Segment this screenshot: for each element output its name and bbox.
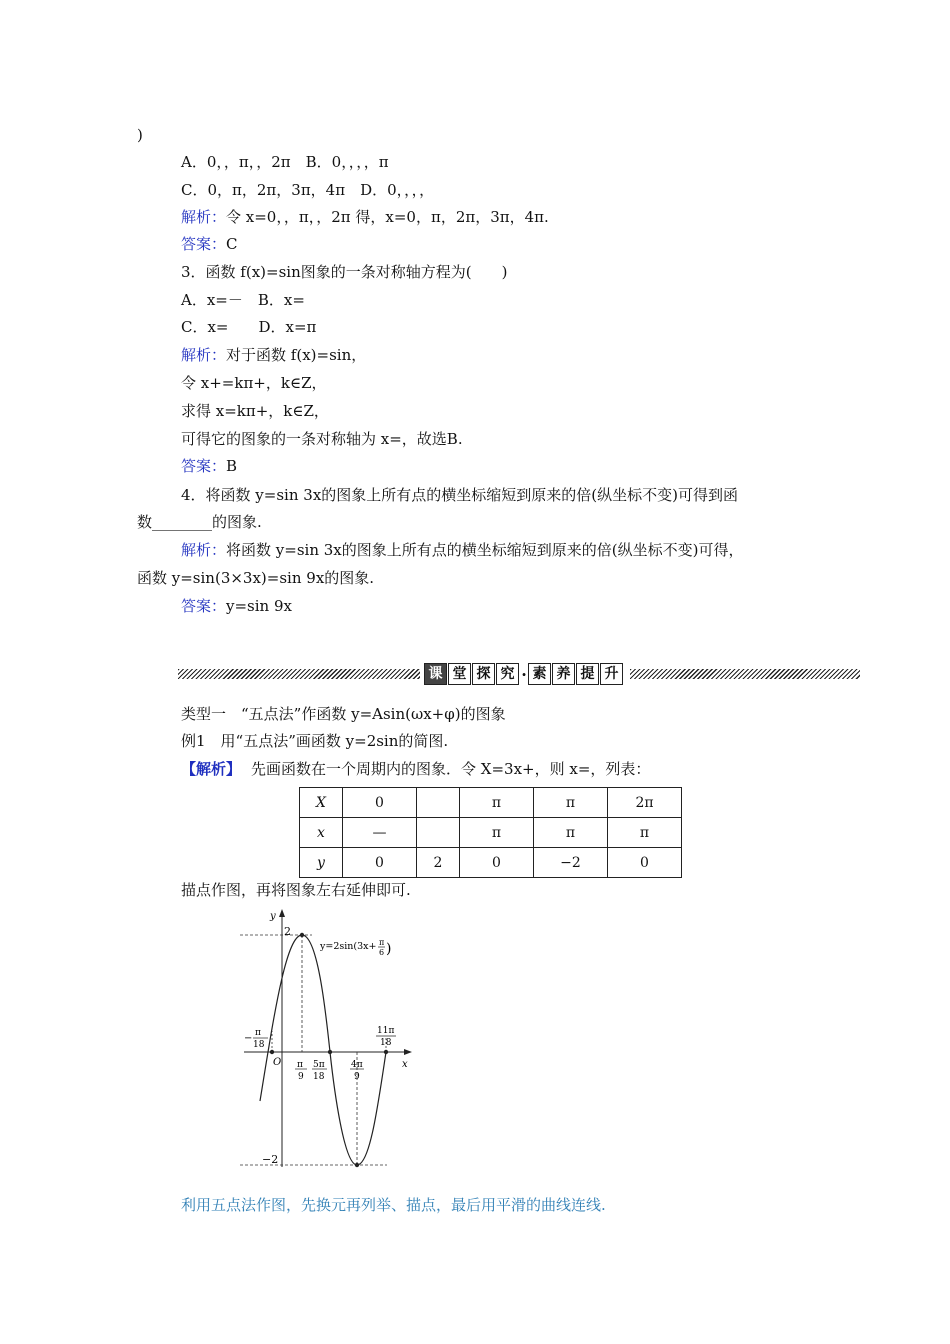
table-cell: π	[460, 818, 534, 848]
banner-char: 提	[576, 663, 599, 685]
max-label: 2	[284, 925, 291, 938]
table-cell: π	[460, 788, 534, 818]
tick-denominator: 9	[354, 1072, 360, 1082]
key-point	[355, 1163, 359, 1167]
q2-solution-label: 解析：	[181, 208, 227, 226]
table-cell: 0	[608, 848, 682, 878]
q2-answer-label: 答案：	[181, 235, 227, 253]
tick-numerator: 11π	[377, 1026, 395, 1036]
q3-solution	[181, 345, 366, 365]
table-cell: π	[534, 818, 608, 848]
after-table-note: 描点作图，再将图象左右延伸即可.	[181, 881, 411, 899]
curve-formula-six: 6	[379, 948, 385, 957]
table-cell: 0	[343, 788, 417, 818]
q3-solution-label: 解析：	[181, 346, 227, 364]
banner-char: 堂	[448, 663, 471, 685]
table-cell: π	[534, 788, 608, 818]
q4-solution-line1: 将函数 y=sin 3x的图象上所有点的横坐标缩短到原来的倍(纵坐标不变)可得，	[226, 541, 744, 559]
tick-denominator: 18	[313, 1072, 325, 1082]
table-row	[300, 848, 682, 878]
x-axis-label: x	[402, 1059, 408, 1070]
table-cell: 2	[417, 848, 460, 878]
tick-numerator: π	[255, 1028, 261, 1038]
table-cell: X	[300, 788, 343, 818]
q4-solution-line2: 函数 y=sin(3×3x)=sin 9x的图象.	[137, 569, 375, 587]
banner-separator: ·	[521, 664, 527, 684]
banner-char: 养	[552, 663, 575, 685]
banner-char: 课	[424, 663, 447, 685]
q4-solution-label: 解析：	[181, 541, 227, 559]
q3-answer-label: 答案：	[181, 457, 227, 475]
key-point	[300, 933, 304, 937]
tick-neg-sign: −	[244, 1033, 253, 1044]
q2-solution-text: 令 x=0，，π，，2π 得，x=0，π，2π，3π，4π.	[226, 208, 549, 226]
table-cell: π	[608, 818, 682, 848]
min-label: −2	[262, 1153, 279, 1166]
q3-solution-line4: 可得它的图象的一条对称轴为 x=，故选B.	[181, 430, 463, 448]
example-1-solution-label: 【解析】	[181, 760, 242, 778]
banner-hatch-right	[630, 669, 860, 679]
y-axis-arrow	[279, 909, 285, 917]
banner-hatch-left	[178, 669, 420, 679]
origin-label: O	[273, 1057, 282, 1068]
summary-note: 利用五点法作图，先换元再列举、描点，最后用平滑的曲线连线.	[181, 1196, 606, 1214]
q4-answer-label: 答案：	[181, 597, 227, 615]
q4-solution	[181, 540, 743, 560]
tick-numerator: 5π	[313, 1060, 325, 1070]
q3-answer	[181, 456, 237, 476]
table-cell: —	[343, 818, 417, 848]
table-cell: −2	[534, 848, 608, 878]
example-1-solution-text: 先画函数在一个周期内的图象．令 X=3x+，则 x=，列表：	[251, 760, 651, 778]
q4-stem-line2: 数________的图象.	[137, 513, 262, 531]
example-1: 例1 用“五点法”画函数 y=2sin的简图.	[181, 732, 449, 750]
example-1-solution	[181, 759, 650, 779]
banner-title	[424, 662, 624, 686]
q3-options-ab: A．x=－ B．x=	[181, 291, 305, 309]
table-cell: x	[300, 818, 343, 848]
q3-solution-line2: 令 x+=kπ+，k∈Z，	[181, 374, 327, 392]
banner-char: 探	[472, 663, 495, 685]
type1-heading: 类型一 “五点法”作函数 y=Asin(ωx+φ)的图象	[181, 705, 506, 723]
table-cell: y	[300, 848, 343, 878]
table-cell: 0	[343, 848, 417, 878]
curve-formula: y=2sin(3x+	[320, 941, 377, 952]
key-point	[328, 1050, 332, 1054]
sine-curve	[260, 935, 386, 1165]
paren-close: )	[137, 126, 143, 144]
q3-solution-line3: 求得 x=kπ+，k∈Z，	[181, 402, 329, 420]
q4-stem-line1: 4．将函数 y=sin 3x的图象上所有点的横坐标缩短到原来的倍(纵坐标不变)可得到函	[181, 486, 738, 504]
q3-stem: 3．函数 f(x)=sin图象的一条对称轴方程为( )	[181, 263, 508, 281]
curve-formula-paren: )	[386, 941, 392, 957]
q3-options-cd: C．x= D．x=π	[181, 318, 317, 336]
tick-denominator: 18	[253, 1040, 265, 1050]
x-axis-arrow	[404, 1049, 412, 1055]
y-axis-label: y	[270, 911, 276, 922]
tick-numerator: π	[297, 1060, 303, 1070]
curve-formula-pi: π	[379, 938, 385, 947]
tick-denominator: 9	[298, 1072, 304, 1082]
q3-solution-line1: 对于函数 f(x)=sin，	[226, 346, 367, 364]
table-row	[300, 818, 682, 848]
q2-answer	[181, 234, 238, 254]
table-cell: 0	[460, 848, 534, 878]
key-point	[270, 1050, 274, 1054]
table-cell: 2π	[608, 788, 682, 818]
q2-options-cd: C．0，π，2π，3π，4π D．0，，，，	[181, 181, 435, 199]
five-point-table	[299, 787, 682, 878]
q4-answer-text: y=sin 9x	[226, 597, 292, 615]
q4-answer	[181, 596, 292, 616]
q3-answer-text: B	[226, 457, 238, 475]
sine-graph	[222, 905, 422, 1175]
tick-numerator: 4π	[351, 1060, 363, 1070]
banner-char: 升	[600, 663, 623, 685]
key-point	[384, 1050, 388, 1054]
q2-options-ab: A．0，，π，，2π B．0，，，，π	[181, 153, 389, 171]
table-cell	[417, 818, 460, 848]
table-cell	[417, 788, 460, 818]
q2-answer-text: C	[226, 235, 238, 253]
q2-solution	[181, 207, 549, 227]
banner-char: 究	[496, 663, 519, 685]
tick-denominator: 18	[380, 1038, 392, 1048]
table-row	[300, 788, 682, 818]
section-banner	[178, 662, 860, 686]
banner-char: 素	[528, 663, 551, 685]
